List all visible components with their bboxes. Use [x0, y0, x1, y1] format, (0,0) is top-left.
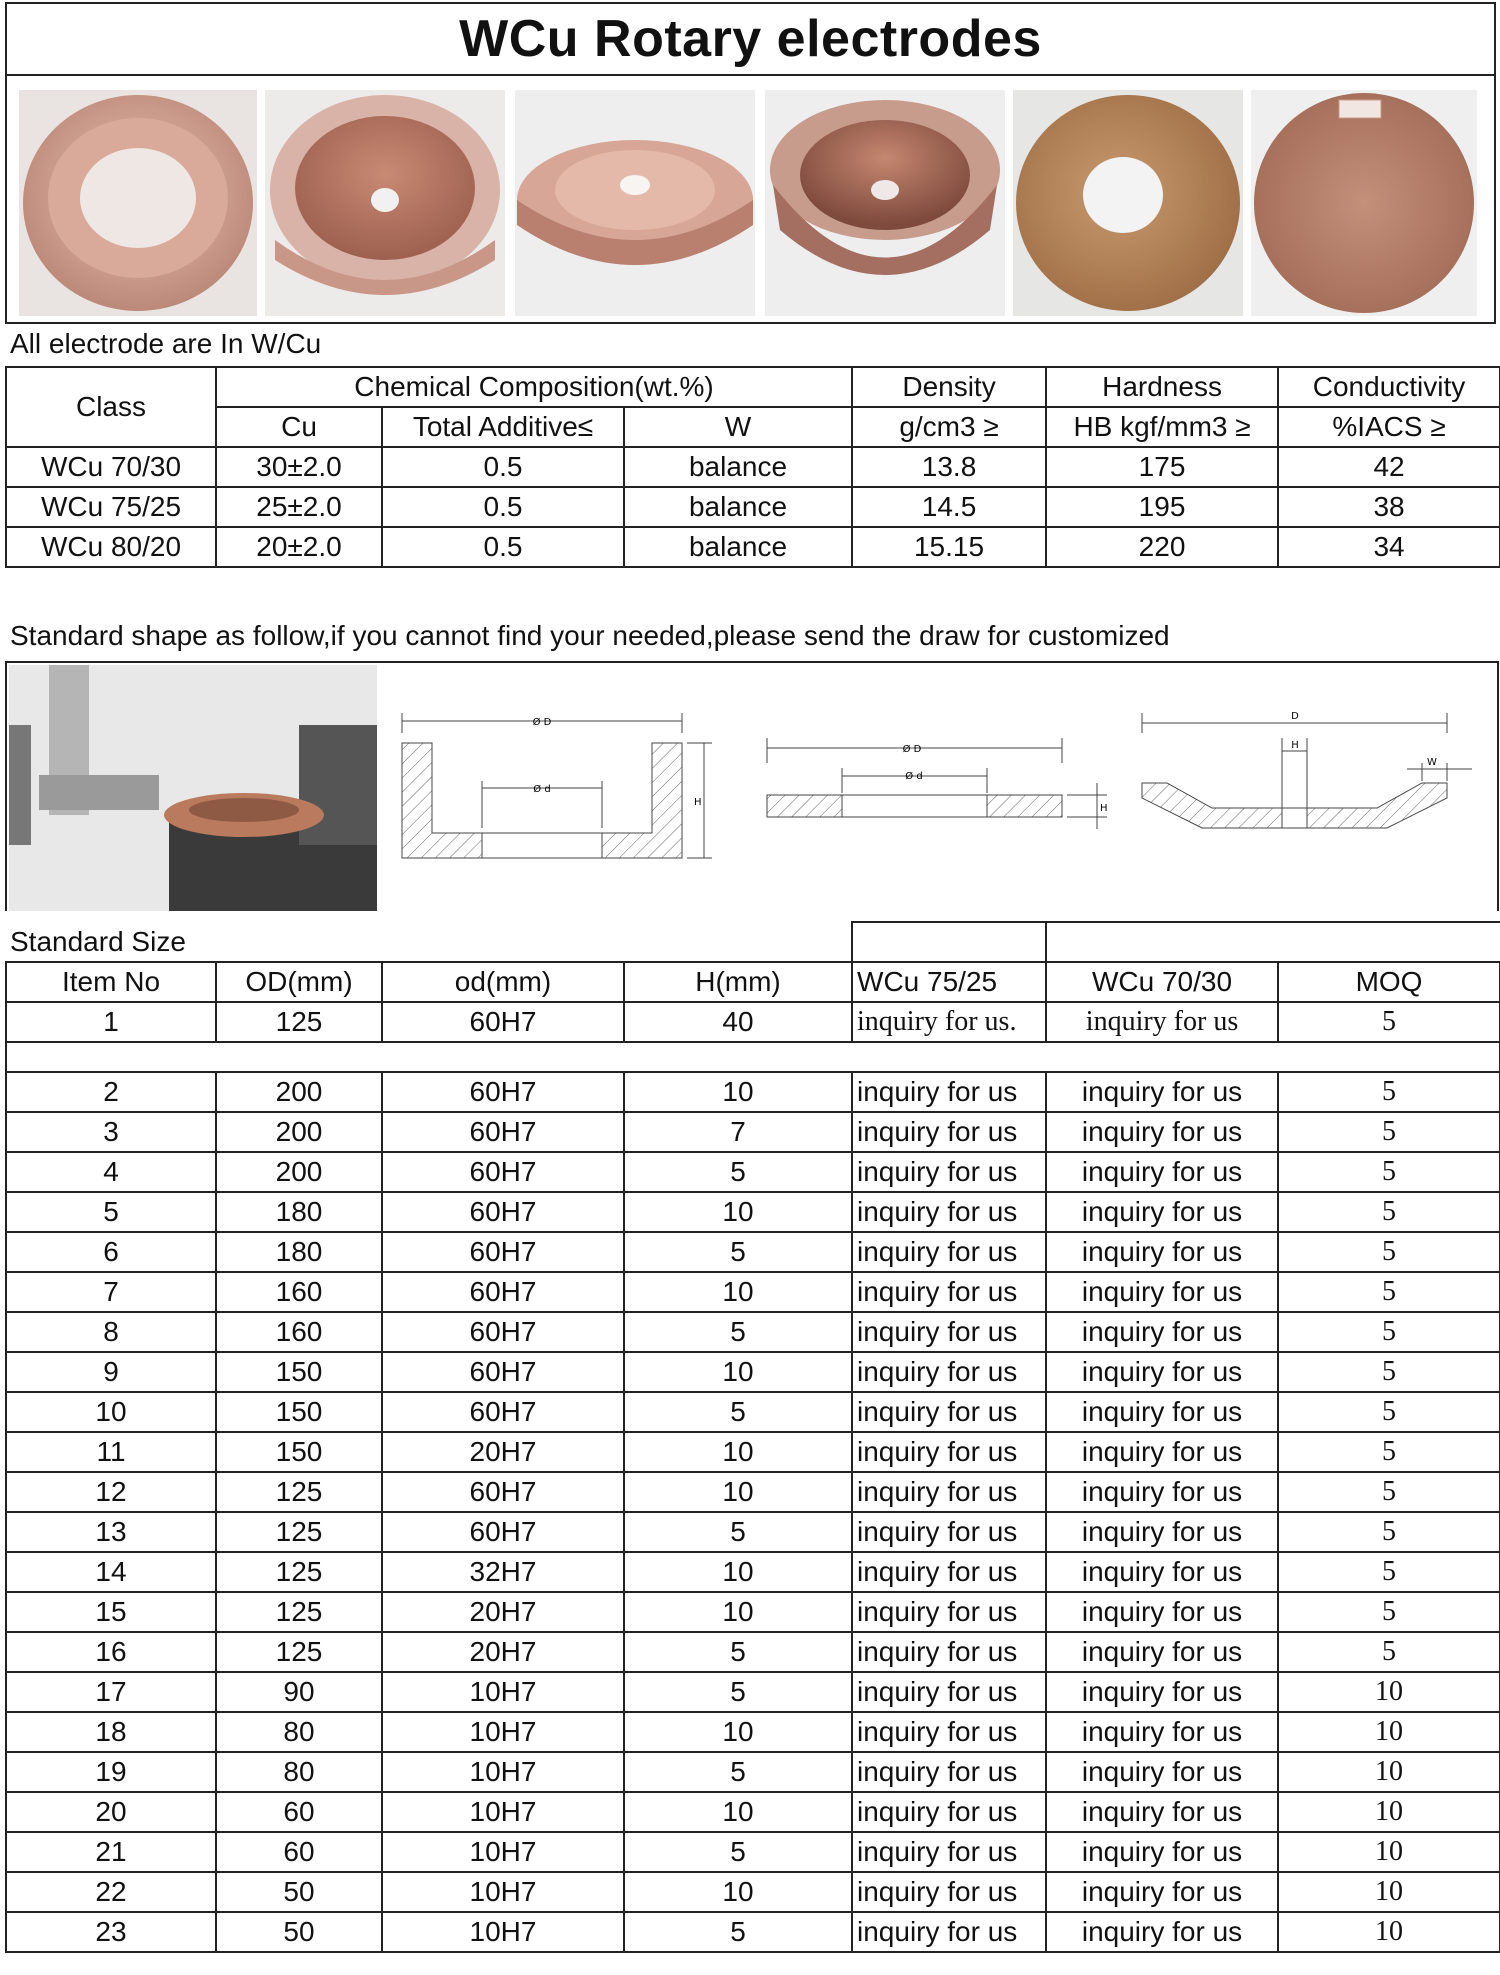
wcu-75-25-price: inquiry for us — [852, 1832, 1046, 1872]
w-value: balance — [624, 447, 852, 487]
material-caption: All electrode are In W/Cu — [10, 328, 322, 359]
header-conductivity: Conductivity — [1278, 367, 1500, 407]
table-row — [6, 1232, 1500, 1272]
item-no: 7 — [6, 1272, 216, 1312]
wcu-75-25-price: inquiry for us — [852, 1112, 1046, 1152]
moq-value: 5 — [1278, 1002, 1500, 1042]
od-value: 180 — [216, 1192, 382, 1232]
empty-cell — [852, 922, 1046, 962]
table-row — [6, 1872, 1500, 1912]
moq-value: 5 — [1278, 1392, 1500, 1432]
photo-electrode-flat-ring — [1013, 90, 1243, 316]
od-value: 150 — [216, 1432, 382, 1472]
od-value: 160 — [216, 1312, 382, 1352]
wcu-70-30-price: inquiry for us — [1046, 1592, 1278, 1632]
moq-value: 10 — [1278, 1752, 1500, 1792]
moq-value: 5 — [1278, 1592, 1500, 1632]
class-name: WCu 75/25 — [6, 487, 216, 527]
id-value: 60H7 — [382, 1472, 624, 1512]
wcu-75-25-price: inquiry for us — [852, 1872, 1046, 1912]
dim-hole-label: H — [1291, 740, 1299, 751]
wcu-70-30-price: inquiry for us — [1046, 1112, 1278, 1152]
moq-value: 5 — [1278, 1072, 1500, 1112]
od-value: 125 — [216, 1472, 382, 1512]
id-value: 60H7 — [382, 1272, 624, 1312]
wcu-70-30-price: inquiry for us — [1046, 1002, 1278, 1042]
cu-value: 25±2.0 — [216, 487, 382, 527]
dim-wall-label: W — [1427, 757, 1437, 768]
height-value: 5 — [624, 1752, 852, 1792]
header-conductivity-unit: %IACS ≥ — [1278, 407, 1500, 447]
header-hardness-unit: HB kgf/mm3 ≥ — [1046, 407, 1278, 447]
moq-value: 10 — [1278, 1832, 1500, 1872]
moq-value: 5 — [1278, 1112, 1500, 1152]
item-no: 17 — [6, 1672, 216, 1712]
item-no: 15 — [6, 1592, 216, 1632]
moq-value: 10 — [1278, 1712, 1500, 1752]
standard-size-table — [5, 921, 1500, 1953]
id-value: 60H7 — [382, 1152, 624, 1192]
item-no: 5 — [6, 1192, 216, 1232]
wcu-70-30-price: inquiry for us — [1046, 1352, 1278, 1392]
table-row — [6, 1672, 1500, 1712]
item-no: 3 — [6, 1112, 216, 1152]
item-no: 20 — [6, 1792, 216, 1832]
header-wcu-70-30: WCu 70/30 — [1046, 962, 1278, 1002]
density-value: 13.8 — [852, 447, 1046, 487]
wcu-70-30-price: inquiry for us — [1046, 1432, 1278, 1472]
od-value: 160 — [216, 1272, 382, 1312]
table-row — [6, 1432, 1500, 1472]
header-density: Density — [852, 367, 1046, 407]
table-row — [6, 527, 1500, 567]
od-value: 125 — [216, 1632, 382, 1672]
item-no: 22 — [6, 1872, 216, 1912]
density-value: 15.15 — [852, 527, 1046, 567]
id-value: 60H7 — [382, 1072, 624, 1112]
wcu-70-30-price: inquiry for us — [1046, 1832, 1278, 1872]
photo-electrode-deep-cup — [765, 90, 1005, 316]
wcu-70-30-price: inquiry for us — [1046, 1552, 1278, 1592]
page-title: WCu Rotary electrodes — [459, 10, 1042, 68]
dim-diameter-label: D — [1291, 711, 1299, 722]
photo-electrode-cone — [515, 90, 755, 316]
id-value: 10H7 — [382, 1752, 624, 1792]
moq-value: 5 — [1278, 1352, 1500, 1392]
hardness-value: 175 — [1046, 447, 1278, 487]
table-row — [6, 1392, 1500, 1432]
size-header-row — [6, 962, 1500, 1002]
od-value: 125 — [216, 1552, 382, 1592]
drawing-flat-ring-profile — [762, 733, 1132, 843]
dim-height-label-2: H — [1100, 803, 1108, 814]
moq-value: 5 — [1278, 1432, 1500, 1472]
cu-value: 20±2.0 — [216, 527, 382, 567]
moq-value: 5 — [1278, 1232, 1500, 1272]
height-value: 40 — [624, 1002, 852, 1042]
height-value: 5 — [624, 1392, 852, 1432]
wcu-70-30-price: inquiry for us — [1046, 1152, 1278, 1192]
standard-size-title: Standard Size — [6, 922, 852, 962]
dim-id-label: Ø d — [533, 784, 551, 795]
hardness-value: 220 — [1046, 527, 1278, 567]
photo-electrode-disc — [1251, 90, 1477, 316]
item-no: 11 — [6, 1432, 216, 1472]
wcu-70-30-price: inquiry for us — [1046, 1072, 1278, 1112]
header-item-no: Item No — [6, 962, 216, 1002]
id-value: 10H7 — [382, 1872, 624, 1912]
w-value: balance — [624, 527, 852, 567]
wcu-75-25-price: inquiry for us — [852, 1552, 1046, 1592]
wcu-75-25-price: inquiry for us — [852, 1232, 1046, 1272]
wcu-75-25-price: inquiry for us — [852, 1672, 1046, 1712]
id-value: 20H7 — [382, 1432, 624, 1472]
header-wcu-75-25: WCu 75/25 — [852, 962, 1046, 1002]
table-row — [6, 1632, 1500, 1672]
height-value: 10 — [624, 1072, 852, 1112]
height-value: 10 — [624, 1272, 852, 1312]
cu-value: 30±2.0 — [216, 447, 382, 487]
drawing-cone-profile — [1137, 703, 1487, 853]
wcu-70-30-price: inquiry for us — [1046, 1912, 1278, 1952]
id-value: 32H7 — [382, 1552, 624, 1592]
w-value: balance — [624, 487, 852, 527]
table-row — [6, 1072, 1500, 1112]
wcu-70-30-price: inquiry for us — [1046, 1752, 1278, 1792]
id-value: 60H7 — [382, 1002, 624, 1042]
od-value: 50 — [216, 1872, 382, 1912]
composition-table — [5, 366, 1500, 568]
height-value: 5 — [624, 1232, 852, 1272]
wcu-70-30-price: inquiry for us — [1046, 1672, 1278, 1712]
item-no: 18 — [6, 1712, 216, 1752]
shape-caption: Standard shape as follow,if you cannot find your needed,please send the draw for customized — [10, 620, 1170, 651]
wcu-75-25-price: inquiry for us — [852, 1192, 1046, 1232]
id-value: 20H7 — [382, 1632, 624, 1672]
item-no: 12 — [6, 1472, 216, 1512]
height-value: 5 — [624, 1312, 852, 1352]
item-no: 1 — [6, 1002, 216, 1042]
item-no: 14 — [6, 1552, 216, 1592]
table-row — [6, 1752, 1500, 1792]
id-value: 10H7 — [382, 1712, 624, 1752]
height-value: 5 — [624, 1672, 852, 1712]
table-row — [6, 1552, 1500, 1592]
item-no: 4 — [6, 1152, 216, 1192]
wcu-75-25-price: inquiry for us — [852, 1152, 1046, 1192]
id-value: 10H7 — [382, 1792, 624, 1832]
od-value: 60 — [216, 1792, 382, 1832]
od-value: 50 — [216, 1912, 382, 1952]
id-value: 10H7 — [382, 1912, 624, 1952]
item-no: 23 — [6, 1912, 216, 1952]
moq-value: 10 — [1278, 1672, 1500, 1712]
item-no: 2 — [6, 1072, 216, 1112]
header-total-additive: Total Additive≤ — [382, 407, 624, 447]
wcu-70-30-price: inquiry for us — [1046, 1472, 1278, 1512]
table-row — [6, 1192, 1500, 1232]
table-row — [6, 1112, 1500, 1152]
moq-value: 5 — [1278, 1192, 1500, 1232]
table-row — [6, 1832, 1500, 1872]
id-value: 10H7 — [382, 1832, 624, 1872]
table-row — [6, 487, 1500, 527]
id-value: 60H7 — [382, 1192, 624, 1232]
photo-electrode-cup — [265, 90, 505, 316]
height-value: 5 — [624, 1512, 852, 1552]
drawing-cup-profile — [392, 703, 722, 883]
header-moq: MOQ — [1278, 962, 1500, 1002]
wcu-70-30-price: inquiry for us — [1046, 1792, 1278, 1832]
moq-value: 5 — [1278, 1472, 1500, 1512]
wcu-70-30-price: inquiry for us — [1046, 1712, 1278, 1752]
wcu-75-25-price: inquiry for us — [852, 1472, 1046, 1512]
moq-value: 5 — [1278, 1272, 1500, 1312]
id-value: 60H7 — [382, 1512, 624, 1552]
table-row — [6, 1712, 1500, 1752]
moq-value: 10 — [1278, 1872, 1500, 1912]
height-value: 10 — [624, 1552, 852, 1592]
table-row — [6, 1002, 1500, 1042]
spacer-row — [6, 1042, 1500, 1072]
table-row — [6, 1592, 1500, 1632]
height-value: 5 — [624, 1912, 852, 1952]
od-value: 180 — [216, 1232, 382, 1272]
id-value: 20H7 — [382, 1592, 624, 1632]
height-value: 5 — [624, 1632, 852, 1672]
header-class: Class — [6, 367, 216, 447]
od-value: 200 — [216, 1112, 382, 1152]
wcu-75-25-price: inquiry for us — [852, 1752, 1046, 1792]
height-value: 10 — [624, 1352, 852, 1392]
table-row — [6, 1272, 1500, 1312]
composition-subheader-row — [6, 407, 1500, 447]
table-row — [6, 1152, 1500, 1192]
class-name: WCu 80/20 — [6, 527, 216, 567]
composition-header-row — [6, 367, 1500, 407]
photo-machine-application — [9, 665, 377, 911]
moq-value: 5 — [1278, 1632, 1500, 1672]
size-title-row — [6, 922, 1500, 962]
moq-value: 5 — [1278, 1152, 1500, 1192]
od-value: 60 — [216, 1832, 382, 1872]
wcu-70-30-price: inquiry for us — [1046, 1872, 1278, 1912]
wcu-70-30-price: inquiry for us — [1046, 1312, 1278, 1352]
wcu-75-25-price: inquiry for us — [852, 1592, 1046, 1632]
height-value: 5 — [624, 1152, 852, 1192]
wcu-70-30-price: inquiry for us — [1046, 1232, 1278, 1272]
wcu-75-25-price: inquiry for us — [852, 1312, 1046, 1352]
wcu-70-30-price: inquiry for us — [1046, 1512, 1278, 1552]
header-cu: Cu — [216, 407, 382, 447]
id-value: 60H7 — [382, 1352, 624, 1392]
wcu-70-30-price: inquiry for us — [1046, 1392, 1278, 1432]
dim-height-label: H — [694, 797, 702, 808]
height-value: 10 — [624, 1872, 852, 1912]
id-value: 60H7 — [382, 1112, 624, 1152]
conductivity-value: 34 — [1278, 527, 1500, 567]
od-value: 150 — [216, 1352, 382, 1392]
id-value: 60H7 — [382, 1392, 624, 1432]
table-row — [6, 447, 1500, 487]
wcu-75-25-price: inquiry for us — [852, 1272, 1046, 1312]
conductivity-value: 42 — [1278, 447, 1500, 487]
product-photo-strip — [5, 76, 1496, 324]
wcu-75-25-price: inquiry for us — [852, 1632, 1046, 1672]
od-value: 80 — [216, 1752, 382, 1792]
od-value: 200 — [216, 1152, 382, 1192]
od-value: 125 — [216, 1512, 382, 1552]
id-value: 60H7 — [382, 1232, 624, 1272]
shape-drawings-box — [5, 661, 1499, 911]
height-value: 5 — [624, 1832, 852, 1872]
hardness-value: 195 — [1046, 487, 1278, 527]
height-value: 10 — [624, 1432, 852, 1472]
table-row — [6, 1472, 1500, 1512]
spacer-cell — [6, 1042, 1500, 1072]
header-od: OD(mm) — [216, 962, 382, 1002]
height-value: 10 — [624, 1192, 852, 1232]
item-no: 21 — [6, 1832, 216, 1872]
wcu-70-30-price: inquiry for us — [1046, 1632, 1278, 1672]
wcu-75-25-price: inquiry for us — [852, 1432, 1046, 1472]
wcu-70-30-price: inquiry for us — [1046, 1192, 1278, 1232]
wcu-75-25-price: inquiry for us — [852, 1712, 1046, 1752]
density-value: 14.5 — [852, 487, 1046, 527]
photo-electrode-flanged-ring — [19, 90, 257, 316]
header-hardness: Hardness — [1046, 367, 1278, 407]
wcu-75-25-price: inquiry for us — [852, 1352, 1046, 1392]
class-name: WCu 70/30 — [6, 447, 216, 487]
header-height: H(mm) — [624, 962, 852, 1002]
wcu-75-25-price: inquiry for us — [852, 1072, 1046, 1112]
table-row — [6, 1352, 1500, 1392]
wcu-75-25-price: inquiry for us — [852, 1792, 1046, 1832]
dim-od-label-2: Ø D — [902, 744, 922, 755]
item-no: 16 — [6, 1632, 216, 1672]
id-value: 10H7 — [382, 1672, 624, 1712]
height-value: 10 — [624, 1712, 852, 1752]
item-no: 9 — [6, 1352, 216, 1392]
additive-value: 0.5 — [382, 447, 624, 487]
moq-value: 10 — [1278, 1912, 1500, 1952]
od-value: 80 — [216, 1712, 382, 1752]
conductivity-value: 38 — [1278, 487, 1500, 527]
title-box — [5, 2, 1496, 76]
wcu-75-25-price: inquiry for us — [852, 1392, 1046, 1432]
od-value: 90 — [216, 1672, 382, 1712]
additive-value: 0.5 — [382, 527, 624, 567]
height-value: 7 — [624, 1112, 852, 1152]
height-value: 10 — [624, 1472, 852, 1512]
empty-cell — [1046, 922, 1500, 962]
moq-value: 10 — [1278, 1792, 1500, 1832]
header-chemical-composition: Chemical Composition(wt.%) — [216, 367, 852, 407]
item-no: 8 — [6, 1312, 216, 1352]
wcu-70-30-price: inquiry for us — [1046, 1272, 1278, 1312]
item-no: 19 — [6, 1752, 216, 1792]
moq-value: 5 — [1278, 1512, 1500, 1552]
wcu-75-25-price: inquiry for us — [852, 1912, 1046, 1952]
moq-value: 5 — [1278, 1552, 1500, 1592]
table-row — [6, 1912, 1500, 1952]
item-no: 10 — [6, 1392, 216, 1432]
table-row — [6, 1792, 1500, 1832]
header-w: W — [624, 407, 852, 447]
header-density-unit: g/cm3 ≥ — [852, 407, 1046, 447]
od-value: 150 — [216, 1392, 382, 1432]
additive-value: 0.5 — [382, 487, 624, 527]
id-value: 60H7 — [382, 1312, 624, 1352]
wcu-75-25-price: inquiry for us — [852, 1512, 1046, 1552]
item-no: 13 — [6, 1512, 216, 1552]
height-value: 10 — [624, 1792, 852, 1832]
header-id: od(mm) — [382, 962, 624, 1002]
wcu-75-25-price: inquiry for us. — [852, 1002, 1046, 1042]
dim-od-label: Ø D — [532, 717, 552, 728]
height-value: 10 — [624, 1592, 852, 1632]
table-row — [6, 1512, 1500, 1552]
dim-id-label-2: Ø d — [905, 771, 923, 782]
table-row — [6, 1312, 1500, 1352]
od-value: 125 — [216, 1592, 382, 1632]
od-value: 200 — [216, 1072, 382, 1112]
od-value: 125 — [216, 1002, 382, 1042]
item-no: 6 — [6, 1232, 216, 1272]
moq-value: 5 — [1278, 1312, 1500, 1352]
